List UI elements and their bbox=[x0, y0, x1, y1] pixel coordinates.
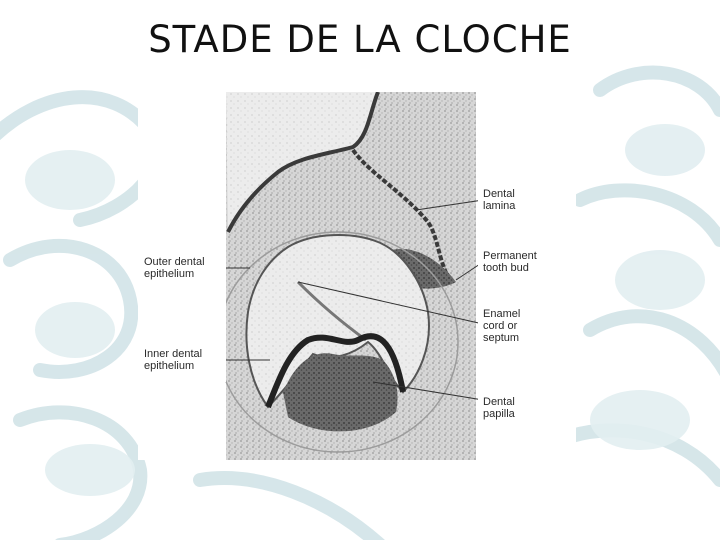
label-inner-dental-epithelium: Inner dental epithelium bbox=[144, 348, 203, 372]
label-dental-lamina: Dental lamina bbox=[483, 188, 516, 212]
slide-title: STADE DE LA CLOCHE bbox=[148, 18, 572, 61]
micrograph bbox=[218, 92, 476, 460]
label-dental-papilla: Dental papilla bbox=[483, 396, 515, 420]
label-permanent-tooth-bud: Permanent tooth bud bbox=[483, 250, 537, 274]
label-enamel-cord: Enamel cord or septum bbox=[483, 308, 521, 344]
histology-figure bbox=[138, 92, 576, 460]
label-outer-dental-epithelium: Outer dental epithelium bbox=[144, 256, 205, 280]
